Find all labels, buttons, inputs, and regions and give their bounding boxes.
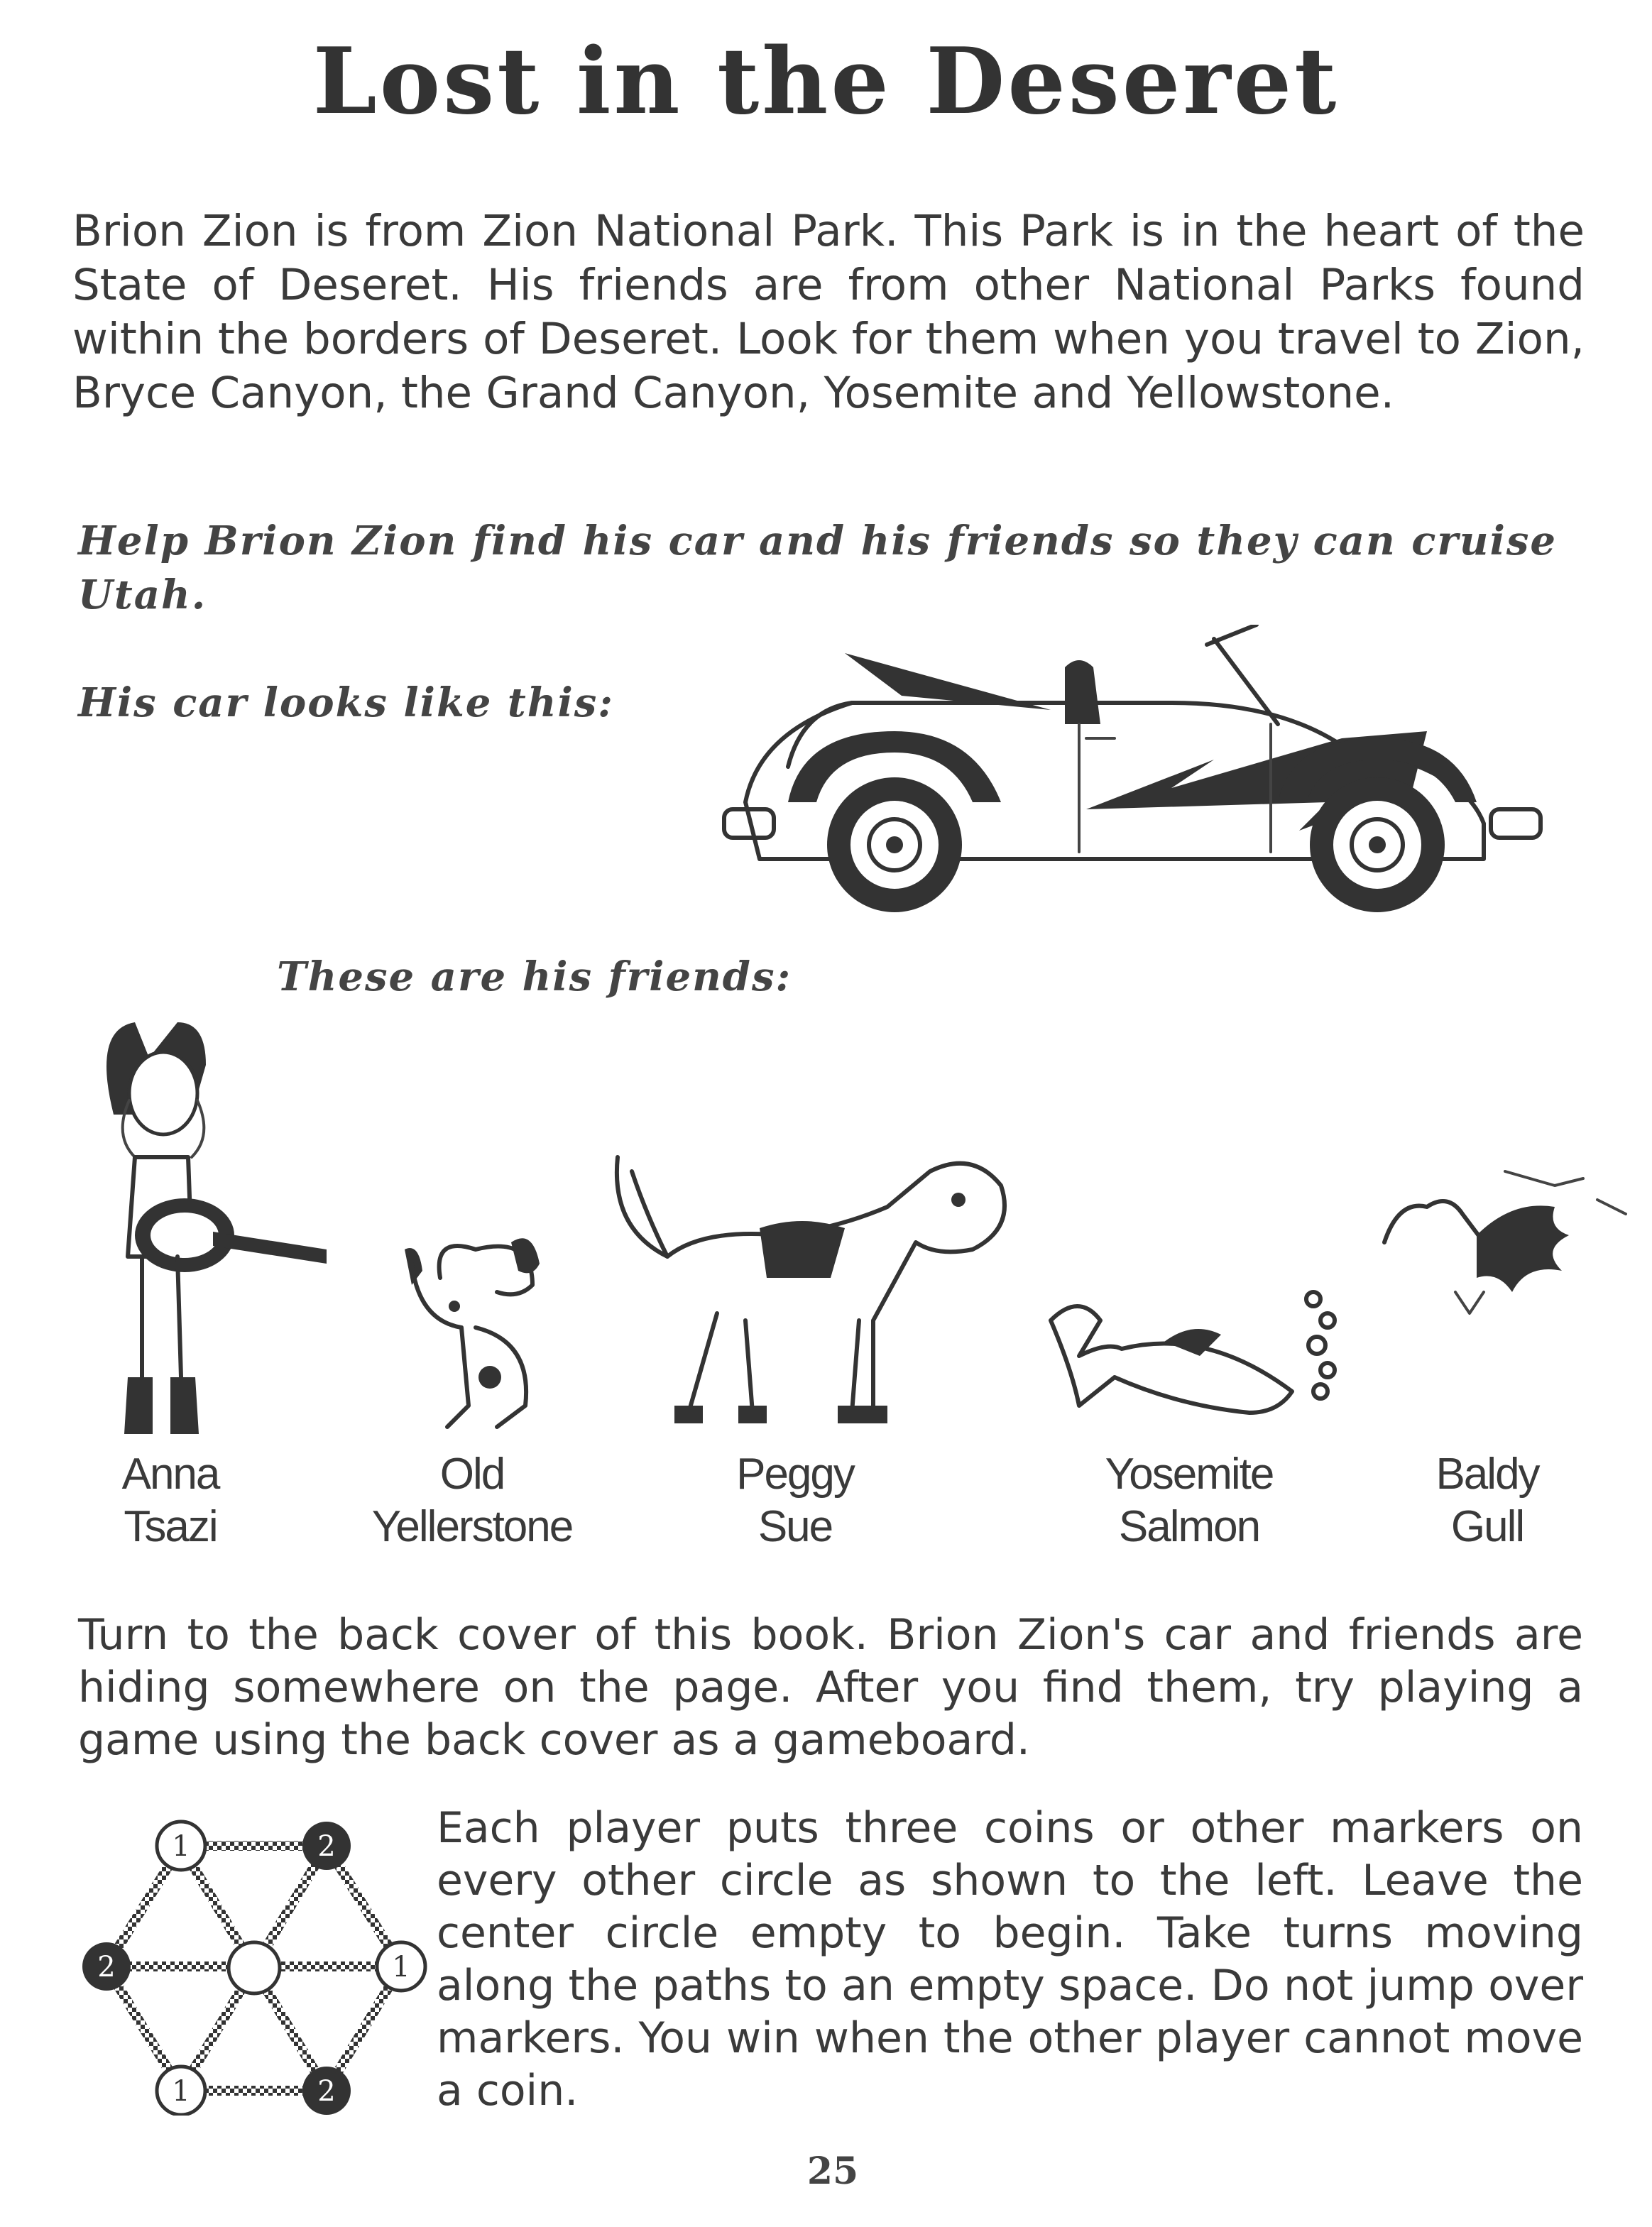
friend-name-anna-tsazi xyxy=(64,1448,277,1553)
friends-heading: These are his friends: xyxy=(277,953,792,1000)
friend-name-line: Yosemite xyxy=(1105,1450,1274,1499)
gameboard-center-circle xyxy=(229,1942,280,1993)
friend-name-line: Old xyxy=(439,1450,505,1499)
svg-text:2: 2 xyxy=(97,1951,116,1983)
svg-text:1: 1 xyxy=(392,1951,410,1983)
page-title: Lost in the Deseret xyxy=(312,28,1340,135)
fish-icon xyxy=(1036,1278,1349,1441)
friend-name-line: Peggy xyxy=(736,1450,854,1499)
friend-name-line: Tsazi xyxy=(124,1502,217,1551)
friend-name-peggy-sue xyxy=(682,1448,909,1553)
bird-icon xyxy=(1370,1157,1640,1320)
dog-icon xyxy=(390,1221,561,1434)
gameboard-marker xyxy=(157,1822,205,1870)
svg-text:2: 2 xyxy=(317,2075,336,2108)
svg-text:1: 1 xyxy=(172,2075,190,2108)
gameboard-marker xyxy=(82,1942,131,1991)
intro-paragraph: Brion Zion is from Zion National Park. This Park is in the heart of the State of Deseret. His friends are from other National Parks found within the borders of Deseret. Look for them when you travel to Zion, Bryce Canyon, the Grand Canyon, Yosemite and Yellowstone. xyxy=(72,206,1585,418)
friend-name-line: Yellerstone xyxy=(371,1502,573,1551)
svg-text:1: 1 xyxy=(172,1830,190,1863)
friend-name-baldy-gull xyxy=(1391,1448,1583,1553)
gameboard-marker xyxy=(302,2067,351,2115)
help-heading: Help Brion Zion find his car and his friends so they can cruise Utah. xyxy=(78,518,1557,618)
horse-icon xyxy=(603,1143,1029,1441)
page-number: 25 xyxy=(806,2150,859,2193)
car-heading: His car looks like this: xyxy=(78,679,614,726)
friend-name-line: Salmon xyxy=(1118,1502,1260,1551)
friend-name-line: Sue xyxy=(757,1502,833,1551)
car-icon xyxy=(717,625,1555,916)
friend-name-old-yellerstone xyxy=(341,1448,603,1553)
friend-name-line: Baldy xyxy=(1435,1450,1539,1499)
gameboard-marker xyxy=(377,1942,425,1991)
gameboard-diagram xyxy=(64,1803,447,2116)
svg-text:2: 2 xyxy=(317,1830,336,1863)
gameboard-marker xyxy=(302,1822,351,1870)
friend-name-line: Anna xyxy=(121,1450,219,1499)
friend-name-yosemite-salmon xyxy=(1065,1448,1313,1553)
singer-guitar-icon xyxy=(85,1015,341,1441)
back-cover-paragraph: Turn to the back cover of this book. Brion Zion's car and friends are hiding somewhere on the page. After you find them, try playing a game using the back cover as a gameboard. xyxy=(78,1610,1583,1765)
gameboard-marker xyxy=(157,2067,205,2115)
friend-name-line: Gull xyxy=(1450,1502,1524,1551)
game-rules-paragraph: Each player puts three coins or other markers on every other circle as shown to the left. Leave the center circle empty to begin. Take turns moving along the paths to an empty space. Do not jump over markers. You win when the other player cannot move a coin. xyxy=(437,1803,1583,2116)
